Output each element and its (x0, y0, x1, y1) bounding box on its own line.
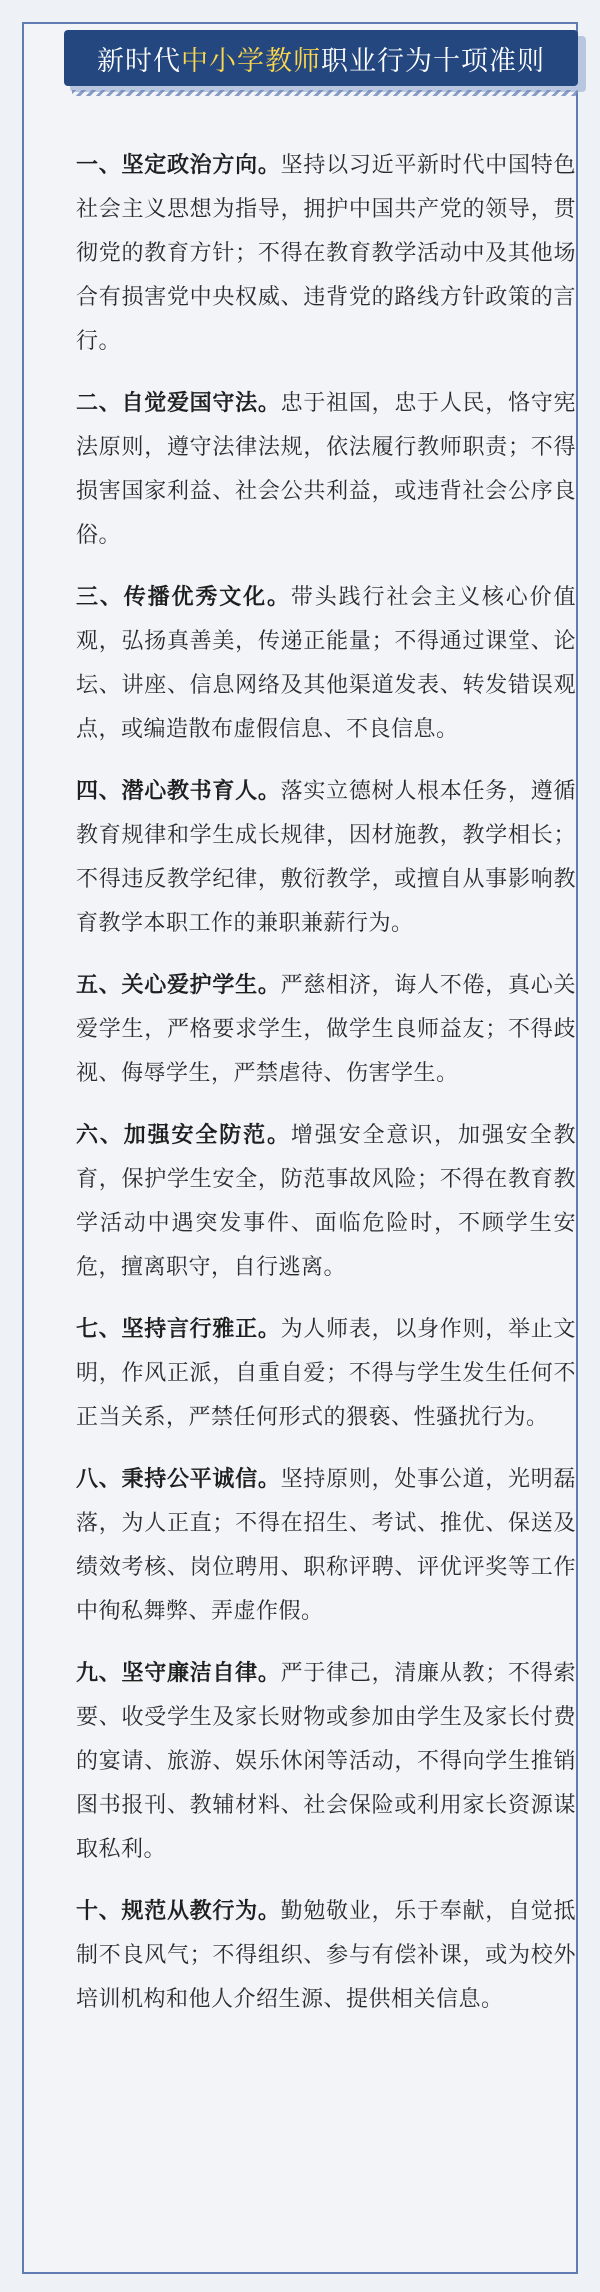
rule-body: 坚持原则，处事公道，光明磊落，为人正直；不得在招生、考试、推优、保送及绩效考核、岗位聘用、职称评聘、评优评奖等工作中徇私舞弊、弄虚作假。 (76, 1467, 576, 1624)
rule-title: 九、坚守廉洁自律。 (76, 1661, 281, 1686)
rule-title: 十、规范从教行为。 (76, 1899, 281, 1924)
rule-body: 带头践行社会主义核心价值观，弘扬真善美，传递正能量；不得通过课堂、论坛、讲座、信息网络及其他渠道发表、转发错误观点，或编造散布虚假信息、不良信息。 (76, 585, 576, 742)
rule-body: 为人师表，以身作则，举止文明，作风正派，自重自爱；不得与学生发生任何不正当关系，严禁任何形式的猥亵、性骚扰行为。 (76, 1317, 576, 1430)
rule-item (76, 964, 576, 1096)
rule-title: 三、传播优秀文化。 (76, 585, 291, 610)
rule-item (76, 576, 576, 752)
rule-title: 二、自觉爱国守法。 (76, 391, 281, 416)
rule-item (76, 1652, 576, 1872)
title-suffix: 职业行为十项准则 (321, 45, 545, 77)
rule-item (76, 144, 576, 364)
rule-body: 严于律己，清廉从教；不得索要、收受学生及家长财物或参加由学生及家长付费的宴请、旅游、娱乐休闲等活动，不得向学生推销图书报刊、教辅材料、社会保险或利用家长资源谋取私利。 (76, 1661, 576, 1862)
rule-body: 忠于祖国，忠于人民，恪守宪法原则，遵守法律法规，依法履行教师职责；不得损害国家利益、社会公共利益，或违背社会公序良俗。 (76, 391, 576, 548)
page-title (64, 30, 578, 86)
rule-title: 四、潜心教书育人。 (76, 779, 281, 804)
document-frame (22, 22, 578, 2274)
rule-item (76, 382, 576, 558)
rule-body: 勤勉敬业，乐于奉献，自觉抵制不良风气；不得组织、参与有偿补课，或为校外培训机构和他人介绍生源、提供相关信息。 (76, 1899, 576, 2012)
rules-list (76, 144, 576, 2040)
rule-body: 严慈相济，诲人不倦，真心关爱学生，严格要求学生，做学生良师益友；不得歧视、侮辱学生，严禁虐待、伤害学生。 (76, 973, 576, 1086)
rule-title: 七、坚持言行雅正。 (76, 1317, 281, 1342)
rule-item (76, 1114, 576, 1290)
rule-body: 坚持以习近平新时代中国特色社会主义思想为指导，拥护中国共产党的领导，贯彻党的教育方针；不得在教育教学活动中及其他场合有损害党中央权威、违背党的路线方针政策的言行。 (76, 153, 576, 354)
rule-item (76, 770, 576, 946)
rule-title: 六、加强安全防范。 (76, 1123, 291, 1148)
title-highlight: 中小学教师 (181, 45, 321, 77)
rule-title: 八、秉持公平诚信。 (76, 1467, 281, 1492)
rule-title: 一、坚定政治方向。 (76, 153, 281, 178)
rule-item (76, 1308, 576, 1440)
rule-title: 五、关心爱护学生。 (76, 973, 281, 998)
header-stripe-decoration (72, 90, 578, 96)
title-prefix: 新时代 (97, 45, 181, 77)
rule-body: 落实立德树人根本任务，遵循教育规律和学生成长规律，因材施教，教学相长；不得违反教学纪律，敷衍教学，或擅自从事影响教育教学本职工作的兼职兼薪行为。 (76, 779, 576, 936)
rule-item (76, 1890, 576, 2022)
header-banner (64, 30, 586, 96)
rule-body: 增强安全意识，加强安全教育，保护学生安全，防范事故风险；不得在教育教学活动中遇突发事件、面临危险时，不顾学生安危，擅离职守，自行逃离。 (76, 1123, 576, 1280)
rule-item (76, 1458, 576, 1634)
